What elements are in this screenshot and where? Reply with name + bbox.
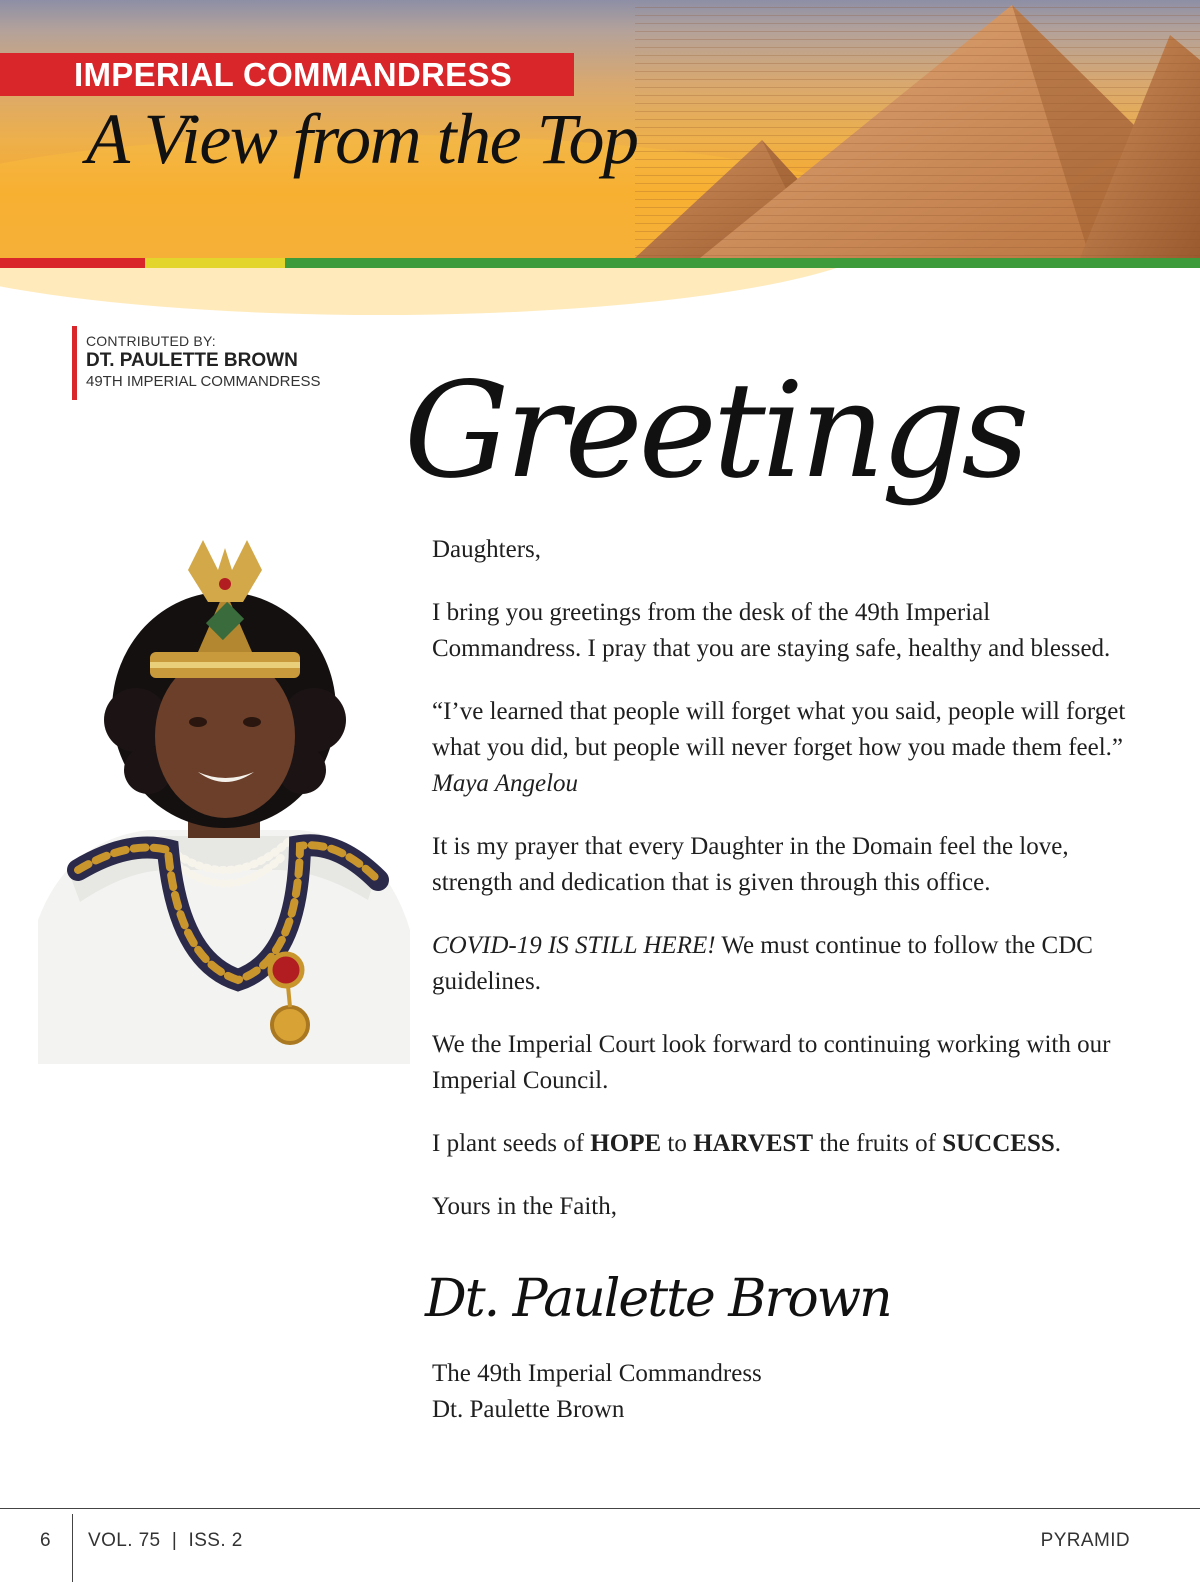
covid-text: We must continue to follow the CDC guidelines. [432, 932, 1093, 995]
letter-body [432, 532, 1142, 1225]
header-banner [0, 0, 1200, 258]
motto-success: SUCCESS [942, 1130, 1055, 1157]
color-strip-red [0, 258, 145, 268]
publication-name: PYRAMID [1040, 1530, 1130, 1551]
covid-emphasis: COVID-19 IS STILL HERE! [432, 932, 716, 959]
page-title: A View from the Top [86, 99, 638, 179]
greeting-text: Greetings [404, 354, 1026, 508]
signoff-block [432, 1356, 762, 1428]
section-label: IMPERIAL COMMANDRESS [0, 53, 574, 96]
signoff-title: The 49th Imperial Commandress [432, 1360, 762, 1387]
motto-hope: HOPE [590, 1130, 662, 1157]
contributor-name: DT. PAULETTE BROWN [86, 350, 298, 371]
letter-paragraph: It is my prayer that every Daughter in the Domain feel the love, strength and dedication that is given through this office. [432, 833, 1069, 896]
letter-closing: Yours in the Faith, [432, 1193, 617, 1220]
letter-motto [432, 1126, 1142, 1162]
color-strip-yellow [145, 258, 285, 268]
page-number: 6 [40, 1530, 51, 1551]
greeting-script-heading [398, 338, 1026, 538]
motto-text: the fruits of [813, 1130, 943, 1157]
motto-text: . [1054, 1130, 1062, 1157]
issue-info: VOL. 75 | ISS. 2 [88, 1530, 243, 1551]
signature [425, 1262, 891, 1352]
letter-paragraph: I bring you greetings from the desk of the 49th Imperial Commandress. I pray that you are staying safe, healthy and blessed. [432, 599, 1111, 662]
contributor-label: CONTRIBUTED BY: [86, 333, 216, 349]
color-strip-green [285, 258, 1200, 268]
quote-author: Maya Angelou [432, 770, 579, 797]
signoff-name: Dt. Paulette Brown [432, 1396, 625, 1423]
letter-covid-notice [432, 928, 1142, 1000]
footer-divider [72, 1514, 73, 1582]
contributor-block [72, 326, 321, 400]
letter-salutation: Daughters, [432, 536, 541, 563]
motto-text: I plant seeds of [432, 1130, 591, 1157]
letter-quote [432, 694, 1142, 802]
footer-rule [0, 1508, 1200, 1509]
motto-text: to [661, 1130, 694, 1157]
quote-text: “I’ve learned that people will forget what you said, people will forget what you did, but people will never forget how you made them feel.” [432, 698, 1126, 761]
letter-paragraph: We the Imperial Court look forward to continuing working with our Imperial Council. [432, 1031, 1111, 1094]
contributor-role: 49TH IMPERIAL COMMANDRESS [86, 373, 321, 390]
motto-harvest: HARVEST [693, 1130, 814, 1157]
portrait-photo [38, 540, 410, 1064]
signature-text: Dt. Paulette Brown [425, 1269, 891, 1329]
